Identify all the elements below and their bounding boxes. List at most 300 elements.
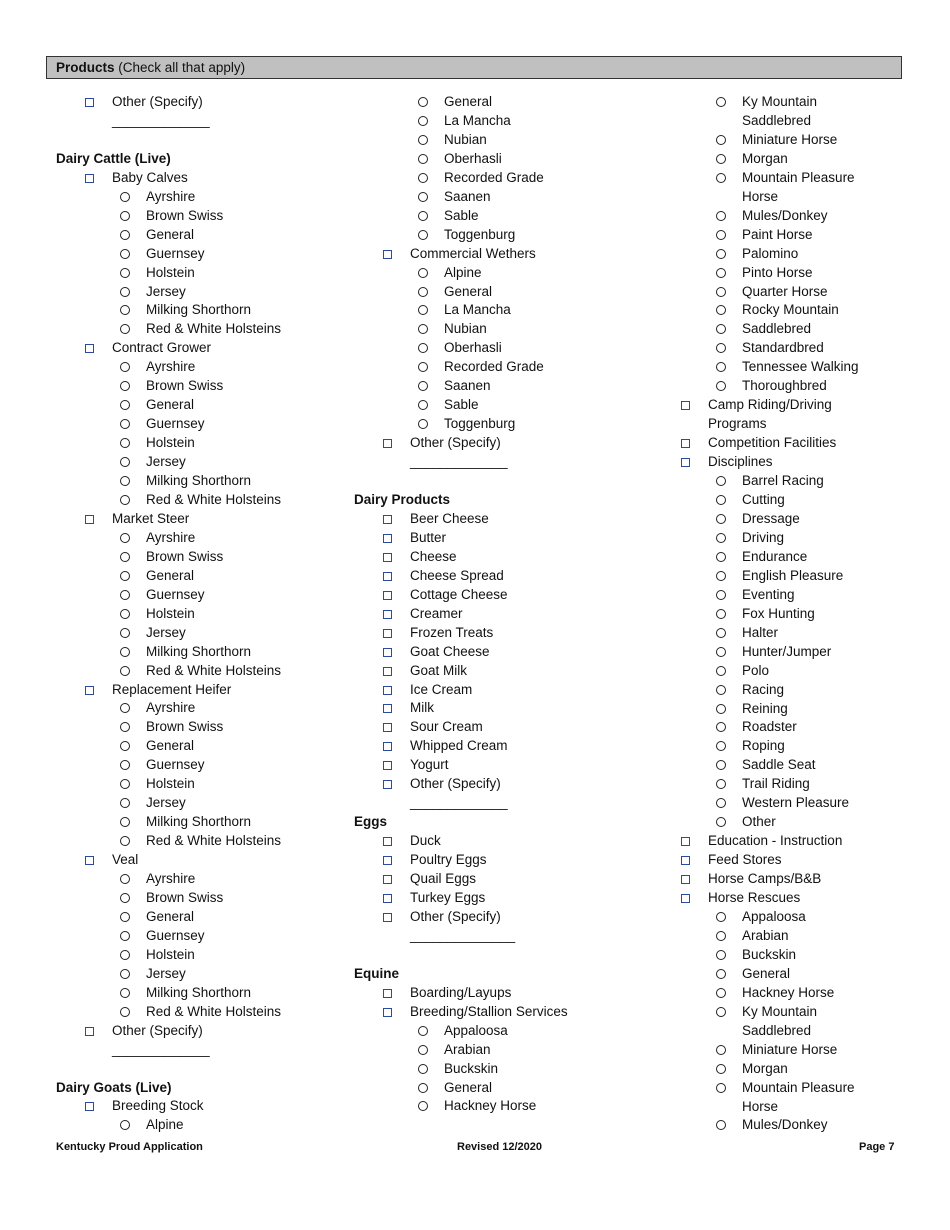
radio-option[interactable] xyxy=(56,718,346,737)
radio-option[interactable] xyxy=(354,377,664,396)
checkbox-square-icon[interactable] xyxy=(85,1102,94,1111)
radio-option[interactable] xyxy=(56,377,346,396)
radio-circle-icon[interactable] xyxy=(120,817,130,827)
radio-circle-icon[interactable] xyxy=(716,1083,726,1093)
radio-option[interactable] xyxy=(354,301,664,320)
radio-circle-icon[interactable] xyxy=(716,230,726,240)
checkbox-option[interactable] xyxy=(56,1022,346,1041)
checkbox-option[interactable] xyxy=(56,681,346,700)
checkbox-square-icon[interactable] xyxy=(85,515,94,524)
checkbox-square-icon[interactable] xyxy=(383,629,392,638)
checkbox-square-icon[interactable] xyxy=(383,648,392,657)
radio-circle-icon[interactable] xyxy=(716,211,726,221)
checkbox-option[interactable] xyxy=(680,832,910,851)
radio-circle-icon[interactable] xyxy=(716,988,726,998)
radio-option[interactable] xyxy=(56,207,346,226)
specify-blank-line[interactable] xyxy=(354,453,664,472)
radio-circle-icon[interactable] xyxy=(120,779,130,789)
radio-option[interactable] xyxy=(680,283,910,302)
radio-circle-icon[interactable] xyxy=(120,400,130,410)
radio-circle-icon[interactable] xyxy=(120,533,130,543)
checkbox-option[interactable] xyxy=(354,737,664,756)
option-label: Nubian xyxy=(444,321,487,337)
checkbox-option[interactable] xyxy=(56,510,346,529)
radio-circle-icon[interactable] xyxy=(120,647,130,657)
checkbox-option[interactable] xyxy=(354,1003,664,1022)
radio-circle-icon[interactable] xyxy=(120,362,130,372)
radio-option[interactable] xyxy=(354,358,664,377)
checkbox-option[interactable] xyxy=(354,586,664,605)
radio-circle-icon[interactable] xyxy=(120,438,130,448)
checkbox-option[interactable] xyxy=(354,699,664,718)
radio-option[interactable] xyxy=(56,643,346,662)
radio-circle-icon[interactable] xyxy=(716,931,726,941)
checkbox-square-icon[interactable] xyxy=(681,856,690,865)
radio-circle-icon[interactable] xyxy=(418,1101,428,1111)
radio-option[interactable] xyxy=(56,415,346,434)
checkbox-option[interactable] xyxy=(354,643,664,662)
radio-circle-icon[interactable] xyxy=(716,154,726,164)
radio-option[interactable] xyxy=(680,207,910,226)
radio-circle-icon[interactable] xyxy=(716,249,726,259)
specify-blank-line[interactable] xyxy=(56,112,346,131)
radio-circle-icon[interactable] xyxy=(418,1064,428,1074)
radio-circle-icon[interactable] xyxy=(120,324,130,334)
radio-option[interactable] xyxy=(56,832,346,851)
checkbox-square-icon[interactable] xyxy=(681,875,690,884)
radio-option[interactable] xyxy=(354,188,664,207)
radio-option[interactable] xyxy=(56,245,346,264)
radio-circle-icon[interactable] xyxy=(716,173,726,183)
radio-circle-icon[interactable] xyxy=(716,798,726,808)
radio-circle-icon[interactable] xyxy=(418,154,428,164)
checkbox-option[interactable] xyxy=(354,756,664,775)
radio-circle-icon[interactable] xyxy=(120,1120,130,1130)
radio-option[interactable] xyxy=(680,718,910,737)
radio-option[interactable] xyxy=(354,264,664,283)
radio-option[interactable] xyxy=(56,529,346,548)
radio-option[interactable] xyxy=(56,283,346,302)
radio-option[interactable] xyxy=(56,396,346,415)
checkbox-option[interactable] xyxy=(354,624,664,643)
checkbox-option[interactable] xyxy=(354,775,664,794)
radio-option[interactable] xyxy=(680,965,910,984)
radio-circle-icon[interactable] xyxy=(120,666,130,676)
radio-circle-icon[interactable] xyxy=(716,760,726,770)
radio-circle-icon[interactable] xyxy=(120,836,130,846)
radio-circle-icon[interactable] xyxy=(120,988,130,998)
radio-option[interactable] xyxy=(56,756,346,775)
radio-circle-icon[interactable] xyxy=(716,722,726,732)
radio-circle-icon[interactable] xyxy=(120,703,130,713)
radio-circle-icon[interactable] xyxy=(716,571,726,581)
radio-option[interactable] xyxy=(354,1041,664,1060)
radio-circle-icon[interactable] xyxy=(716,704,726,714)
checkbox-square-icon[interactable] xyxy=(383,686,392,695)
radio-option[interactable] xyxy=(680,1060,910,1079)
checkbox-square-icon[interactable] xyxy=(383,780,392,789)
radio-option[interactable] xyxy=(56,434,346,453)
checkbox-square-icon[interactable] xyxy=(383,894,392,903)
radio-option[interactable] xyxy=(680,775,910,794)
radio-circle-icon[interactable] xyxy=(716,552,726,562)
radio-circle-icon[interactable] xyxy=(716,779,726,789)
radio-circle-icon[interactable] xyxy=(120,476,130,486)
radio-option[interactable] xyxy=(56,662,346,681)
radio-circle-icon[interactable] xyxy=(120,969,130,979)
radio-option[interactable] xyxy=(56,889,346,908)
radio-option[interactable] xyxy=(680,226,910,245)
specify-blank-line[interactable] xyxy=(354,794,664,813)
radio-option[interactable] xyxy=(354,283,664,302)
radio-circle-icon[interactable] xyxy=(418,362,428,372)
checkbox-option[interactable] xyxy=(680,396,910,415)
radio-circle-icon[interactable] xyxy=(120,211,130,221)
radio-option[interactable] xyxy=(680,377,910,396)
radio-option[interactable] xyxy=(56,1116,346,1135)
radio-option[interactable] xyxy=(354,1079,664,1098)
radio-option[interactable] xyxy=(680,794,910,813)
checkbox-option[interactable] xyxy=(354,548,664,567)
radio-option[interactable] xyxy=(56,453,346,472)
radio-option[interactable] xyxy=(56,1003,346,1022)
radio-circle-icon[interactable] xyxy=(418,324,428,334)
radio-option[interactable] xyxy=(680,529,910,548)
radio-circle-icon[interactable] xyxy=(120,760,130,770)
radio-option[interactable] xyxy=(56,984,346,1003)
radio-circle-icon[interactable] xyxy=(716,533,726,543)
radio-option[interactable] xyxy=(680,643,910,662)
checkbox-square-icon[interactable] xyxy=(85,856,94,865)
radio-option[interactable] xyxy=(56,586,346,605)
radio-option[interactable] xyxy=(680,1079,910,1098)
radio-circle-icon[interactable] xyxy=(716,950,726,960)
checkbox-option[interactable] xyxy=(354,984,664,1003)
checkbox-square-icon[interactable] xyxy=(681,458,690,467)
radio-option[interactable] xyxy=(56,813,346,832)
radio-option[interactable] xyxy=(680,491,910,510)
radio-option[interactable] xyxy=(680,264,910,283)
radio-option[interactable] xyxy=(680,472,910,491)
checkbox-square-icon[interactable] xyxy=(85,1027,94,1036)
radio-circle-icon[interactable] xyxy=(716,268,726,278)
option-label: Alpine xyxy=(444,264,482,280)
radio-option[interactable] xyxy=(56,794,346,813)
checkbox-square-icon[interactable] xyxy=(383,875,392,884)
checkbox-square-icon[interactable] xyxy=(383,553,392,562)
radio-circle-icon[interactable] xyxy=(120,287,130,297)
checkbox-option[interactable] xyxy=(56,1097,346,1116)
radio-circle-icon[interactable] xyxy=(716,685,726,695)
radio-option[interactable] xyxy=(680,756,910,775)
radio-circle-icon[interactable] xyxy=(716,628,726,638)
checkbox-square-icon[interactable] xyxy=(383,913,392,922)
checkbox-option[interactable] xyxy=(354,718,664,737)
radio-option[interactable] xyxy=(680,301,910,320)
radio-circle-icon[interactable] xyxy=(418,1045,428,1055)
radio-circle-icon[interactable] xyxy=(120,741,130,751)
radio-option[interactable] xyxy=(680,908,910,927)
radio-circle-icon[interactable] xyxy=(120,931,130,941)
radio-option[interactable] xyxy=(354,112,664,131)
checkbox-square-icon[interactable] xyxy=(85,98,94,107)
radio-option[interactable] xyxy=(354,1097,664,1116)
checkbox-square-icon[interactable] xyxy=(383,610,392,619)
radio-option[interactable] xyxy=(680,586,910,605)
radio-circle-icon[interactable] xyxy=(120,381,130,391)
radio-circle-icon[interactable] xyxy=(120,230,130,240)
checkbox-square-icon[interactable] xyxy=(383,761,392,770)
radio-circle-icon[interactable] xyxy=(716,969,726,979)
checkbox-option[interactable] xyxy=(680,851,910,870)
radio-circle-icon[interactable] xyxy=(120,798,130,808)
radio-option[interactable] xyxy=(56,908,346,927)
radio-circle-icon[interactable] xyxy=(418,211,428,221)
checkbox-square-icon[interactable] xyxy=(383,856,392,865)
checkbox-square-icon[interactable] xyxy=(85,686,94,695)
checkbox-option[interactable] xyxy=(354,870,664,889)
radio-option[interactable] xyxy=(354,1022,664,1041)
radio-circle-icon[interactable] xyxy=(716,817,726,827)
checkbox-square-icon[interactable] xyxy=(383,989,392,998)
radio-option[interactable] xyxy=(680,1116,910,1135)
radio-circle-icon[interactable] xyxy=(716,647,726,657)
checkbox-option[interactable] xyxy=(354,510,664,529)
checkbox-option[interactable] xyxy=(354,889,664,908)
radio-option[interactable] xyxy=(680,93,910,112)
radio-option[interactable] xyxy=(354,93,664,112)
radio-circle-icon[interactable] xyxy=(418,400,428,410)
radio-circle-icon[interactable] xyxy=(120,552,130,562)
checkbox-option[interactable] xyxy=(56,339,346,358)
radio-option[interactable] xyxy=(56,870,346,889)
radio-circle-icon[interactable] xyxy=(120,249,130,259)
radio-option[interactable] xyxy=(56,927,346,946)
radio-circle-icon[interactable] xyxy=(120,1007,130,1017)
checkbox-option[interactable] xyxy=(354,832,664,851)
radio-circle-icon[interactable] xyxy=(716,609,726,619)
radio-option[interactable] xyxy=(680,813,910,832)
radio-option[interactable] xyxy=(56,605,346,624)
radio-option[interactable] xyxy=(56,226,346,245)
checkbox-square-icon[interactable] xyxy=(681,401,690,410)
radio-circle-icon[interactable] xyxy=(716,305,726,315)
checkbox-option[interactable] xyxy=(354,681,664,700)
checkbox-square-icon[interactable] xyxy=(383,572,392,581)
checkbox-option[interactable] xyxy=(680,453,910,472)
radio-circle-icon[interactable] xyxy=(120,628,130,638)
checkbox-option[interactable] xyxy=(354,567,664,586)
radio-option[interactable] xyxy=(56,491,346,510)
checkbox-square-icon[interactable] xyxy=(383,591,392,600)
radio-option[interactable] xyxy=(680,510,910,529)
radio-circle-icon[interactable] xyxy=(120,893,130,903)
radio-circle-icon[interactable] xyxy=(418,173,428,183)
radio-circle-icon[interactable] xyxy=(716,590,726,600)
radio-circle-icon[interactable] xyxy=(716,495,726,505)
radio-circle-icon[interactable] xyxy=(418,419,428,429)
radio-option[interactable] xyxy=(680,927,910,946)
radio-option[interactable] xyxy=(354,226,664,245)
radio-option[interactable] xyxy=(680,1041,910,1060)
radio-circle-icon[interactable] xyxy=(418,1026,428,1036)
radio-option[interactable] xyxy=(354,131,664,150)
checkbox-option[interactable] xyxy=(354,529,664,548)
radio-option[interactable] xyxy=(680,358,910,377)
radio-option[interactable] xyxy=(56,567,346,586)
checkbox-option[interactable] xyxy=(56,169,346,188)
option-label: Breeding/Stallion Services xyxy=(410,1003,568,1019)
radio-circle-icon[interactable] xyxy=(120,457,130,467)
checkbox-square-icon[interactable] xyxy=(383,250,392,259)
radio-option[interactable] xyxy=(680,946,910,965)
radio-circle-icon[interactable] xyxy=(120,571,130,581)
radio-option[interactable] xyxy=(680,320,910,339)
radio-circle-icon[interactable] xyxy=(120,192,130,202)
radio-option[interactable] xyxy=(354,169,664,188)
radio-circle-icon[interactable] xyxy=(716,1045,726,1055)
checkbox-option[interactable] xyxy=(354,908,664,927)
radio-option[interactable] xyxy=(680,700,910,719)
checkbox-option[interactable] xyxy=(680,889,910,908)
radio-circle-icon[interactable] xyxy=(716,343,726,353)
radio-option[interactable] xyxy=(680,548,910,567)
radio-option[interactable] xyxy=(680,169,910,188)
radio-option[interactable] xyxy=(680,605,910,624)
radio-circle-icon[interactable] xyxy=(120,874,130,884)
radio-circle-icon[interactable] xyxy=(120,590,130,600)
checkbox-square-icon[interactable] xyxy=(383,534,392,543)
radio-option[interactable] xyxy=(56,472,346,491)
radio-circle-icon[interactable] xyxy=(418,97,428,107)
radio-option[interactable] xyxy=(680,339,910,358)
checkbox-option[interactable] xyxy=(354,662,664,681)
checkbox-option[interactable] xyxy=(56,851,346,870)
checkbox-option[interactable] xyxy=(354,605,664,624)
radio-option[interactable] xyxy=(56,946,346,965)
checkbox-option[interactable] xyxy=(56,93,346,112)
specify-blank-line[interactable] xyxy=(354,927,664,946)
checkbox-square-icon[interactable] xyxy=(383,723,392,732)
radio-circle-icon[interactable] xyxy=(716,912,726,922)
checkbox-option[interactable] xyxy=(354,245,664,264)
radio-option[interactable] xyxy=(680,737,910,756)
radio-option[interactable] xyxy=(56,301,346,320)
radio-option[interactable] xyxy=(680,150,910,169)
radio-circle-icon[interactable] xyxy=(120,495,130,505)
radio-option[interactable] xyxy=(680,567,910,586)
checkbox-square-icon[interactable] xyxy=(85,344,94,353)
radio-option[interactable] xyxy=(354,1060,664,1079)
radio-option[interactable] xyxy=(354,150,664,169)
checkbox-square-icon[interactable] xyxy=(383,704,392,713)
radio-circle-icon[interactable] xyxy=(120,722,130,732)
radio-option[interactable] xyxy=(56,320,346,339)
radio-option[interactable] xyxy=(56,188,346,207)
checkbox-square-icon[interactable] xyxy=(681,837,690,846)
checkbox-square-icon[interactable] xyxy=(681,439,690,448)
radio-option[interactable] xyxy=(680,984,910,1003)
checkbox-square-icon[interactable] xyxy=(383,1008,392,1017)
radio-option[interactable] xyxy=(680,681,910,700)
radio-circle-icon[interactable] xyxy=(120,305,130,315)
checkbox-square-icon[interactable] xyxy=(383,667,392,676)
checkbox-square-icon[interactable] xyxy=(383,515,392,524)
radio-circle-icon[interactable] xyxy=(716,287,726,297)
radio-circle-icon[interactable] xyxy=(120,912,130,922)
radio-circle-icon[interactable] xyxy=(716,135,726,145)
radio-circle-icon[interactable] xyxy=(716,97,726,107)
radio-circle-icon[interactable] xyxy=(418,135,428,145)
option-label: Saddlebred xyxy=(742,321,812,337)
radio-circle-icon[interactable] xyxy=(716,324,726,334)
radio-option[interactable] xyxy=(56,548,346,567)
radio-circle-icon[interactable] xyxy=(418,381,428,391)
option-label: Red & White Holsteins xyxy=(146,662,282,678)
checkbox-square-icon[interactable] xyxy=(383,837,392,846)
checkbox-option[interactable] xyxy=(354,434,664,453)
radio-circle-icon[interactable] xyxy=(716,381,726,391)
radio-circle-icon[interactable] xyxy=(418,268,428,278)
checkbox-square-icon[interactable] xyxy=(85,174,94,183)
radio-option[interactable] xyxy=(56,699,346,718)
radio-circle-icon[interactable] xyxy=(120,609,130,619)
radio-circle-icon[interactable] xyxy=(120,268,130,278)
radio-option[interactable] xyxy=(56,264,346,283)
checkbox-option[interactable] xyxy=(680,434,910,453)
radio-option[interactable] xyxy=(680,131,910,150)
radio-circle-icon[interactable] xyxy=(418,305,428,315)
radio-option[interactable] xyxy=(354,415,664,434)
radio-option[interactable] xyxy=(680,624,910,643)
checkbox-option[interactable] xyxy=(680,870,910,889)
checkbox-square-icon[interactable] xyxy=(383,439,392,448)
radio-option[interactable] xyxy=(354,320,664,339)
radio-circle-icon[interactable] xyxy=(716,514,726,524)
radio-option[interactable] xyxy=(354,396,664,415)
radio-option[interactable] xyxy=(56,358,346,377)
radio-circle-icon[interactable] xyxy=(716,476,726,486)
radio-circle-icon[interactable] xyxy=(716,1064,726,1074)
radio-circle-icon[interactable] xyxy=(418,287,428,297)
radio-circle-icon[interactable] xyxy=(716,666,726,676)
radio-option[interactable] xyxy=(56,737,346,756)
radio-option[interactable] xyxy=(680,245,910,264)
radio-circle-icon[interactable] xyxy=(418,192,428,202)
radio-circle-icon[interactable] xyxy=(716,1120,726,1130)
radio-option[interactable] xyxy=(56,965,346,984)
radio-circle-icon[interactable] xyxy=(716,1007,726,1017)
radio-option[interactable] xyxy=(680,1003,910,1022)
radio-option[interactable] xyxy=(354,207,664,226)
checkbox-square-icon[interactable] xyxy=(383,742,392,751)
radio-circle-icon[interactable] xyxy=(716,362,726,372)
radio-option[interactable] xyxy=(56,775,346,794)
radio-circle-icon[interactable] xyxy=(418,116,428,126)
radio-option[interactable] xyxy=(680,662,910,681)
radio-option[interactable] xyxy=(354,339,664,358)
radio-circle-icon[interactable] xyxy=(120,419,130,429)
checkbox-square-icon[interactable] xyxy=(681,894,690,903)
radio-option[interactable] xyxy=(56,624,346,643)
specify-blank-line[interactable] xyxy=(56,1041,346,1060)
radio-circle-icon[interactable] xyxy=(418,343,428,353)
checkbox-option[interactable] xyxy=(354,851,664,870)
radio-circle-icon[interactable] xyxy=(120,950,130,960)
radio-circle-icon[interactable] xyxy=(418,1083,428,1093)
radio-circle-icon[interactable] xyxy=(418,230,428,240)
radio-circle-icon[interactable] xyxy=(716,741,726,751)
